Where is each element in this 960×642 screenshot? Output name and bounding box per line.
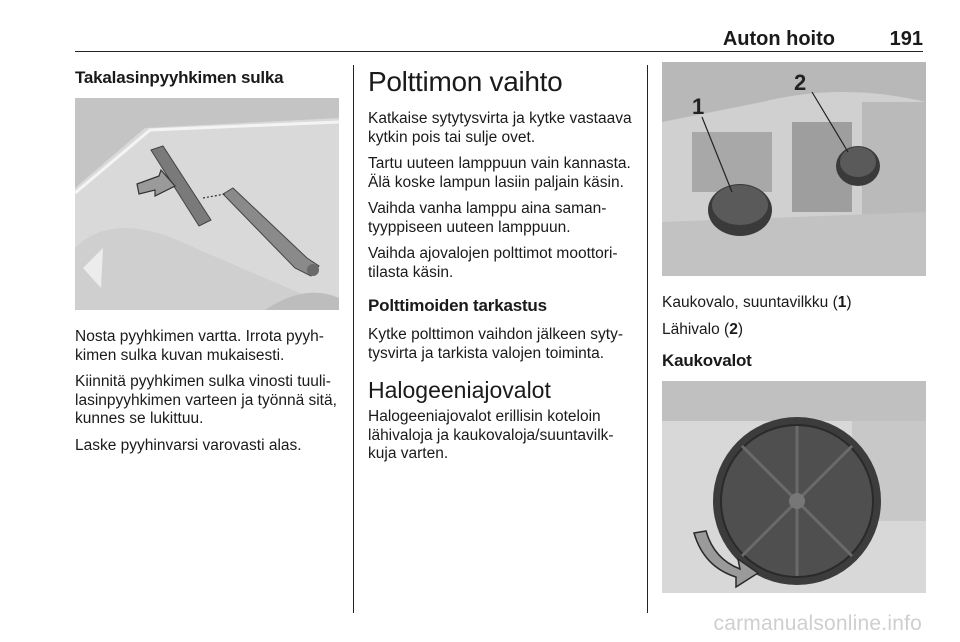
high-beam-bulb-cover <box>708 184 772 236</box>
header-rule <box>75 51 923 52</box>
bulb-step-3: Vaihda vanha lamppu aina saman-tyyppiseen uuteen lamppuun. <box>368 200 607 236</box>
high-beam-heading: Kaukovalot <box>662 351 752 370</box>
bulb-check-text: Kytke polttimon vaihdon jälkeen syty-tysvirta ja tarkista valojen toiminta. <box>368 326 624 362</box>
low-beam-bulb-cover <box>836 146 880 186</box>
bulb-step-1: Katkaise sytytysvirta ja kytke vastaava kytkin pois tai sulje ovet. <box>368 110 632 146</box>
column-divider-right <box>647 65 648 613</box>
column-headlight-figures <box>662 62 926 593</box>
footer-watermark: carmanualsonline.info <box>713 612 922 635</box>
high-beam-cover-illustration <box>662 381 926 593</box>
wiper-step-3: Laske pyyhinvarsi varovasti alas. <box>75 436 302 454</box>
column-bulb-replacement <box>368 62 633 472</box>
caption-high-beam: Kaukovalo, suuntavilkku (1) <box>662 294 852 311</box>
figure-callout-1: 1 <box>692 94 705 119</box>
halogen-text: Halogeeniajovalot erillisin koteloin lähivaloja ja kaukovaloja/suuntavilk-kuja varten. <box>368 408 614 462</box>
figure-callout-2: 2 <box>794 70 807 95</box>
bulb-step-4: Vaihda ajovalojen polttimot moottori-tilasta käsin. <box>368 245 618 281</box>
column-wiper-blade <box>75 62 339 463</box>
caption-low-beam: Lähivalo (2) <box>662 320 744 338</box>
halogen-headlights-title: Halogeeniajovalot <box>368 377 551 403</box>
wiper-blade-illustration <box>75 98 339 310</box>
wiper-step-2: Kiinnitä pyyhkimen sulka vinosti tuuli-lasinpyyhkimen varteen ja työnnä sitä, kunnes se lukittuu. <box>75 373 337 427</box>
column-divider-left <box>353 65 354 613</box>
bulb-step-2: Tartu uuteen lamppuun vain kannasta. Älä koske lampun lasiin paljain käsin. <box>368 155 631 191</box>
running-header-title: Auton hoito <box>722 28 835 50</box>
page-number: 191 <box>889 28 923 50</box>
bulb-check-heading: Polttimoiden tarkastus <box>368 296 547 315</box>
headlight-bulbs-illustration <box>662 62 926 276</box>
wiper-blade-heading: Takalasinpyyhkimen sulka <box>75 68 284 87</box>
wiper-step-1: Nosta pyyhkimen vartta. Irrota pyyh-kimen sulka kuvan mukaisesti. <box>75 328 324 364</box>
bulb-replacement-title: Polttimon vaihto <box>368 66 563 97</box>
